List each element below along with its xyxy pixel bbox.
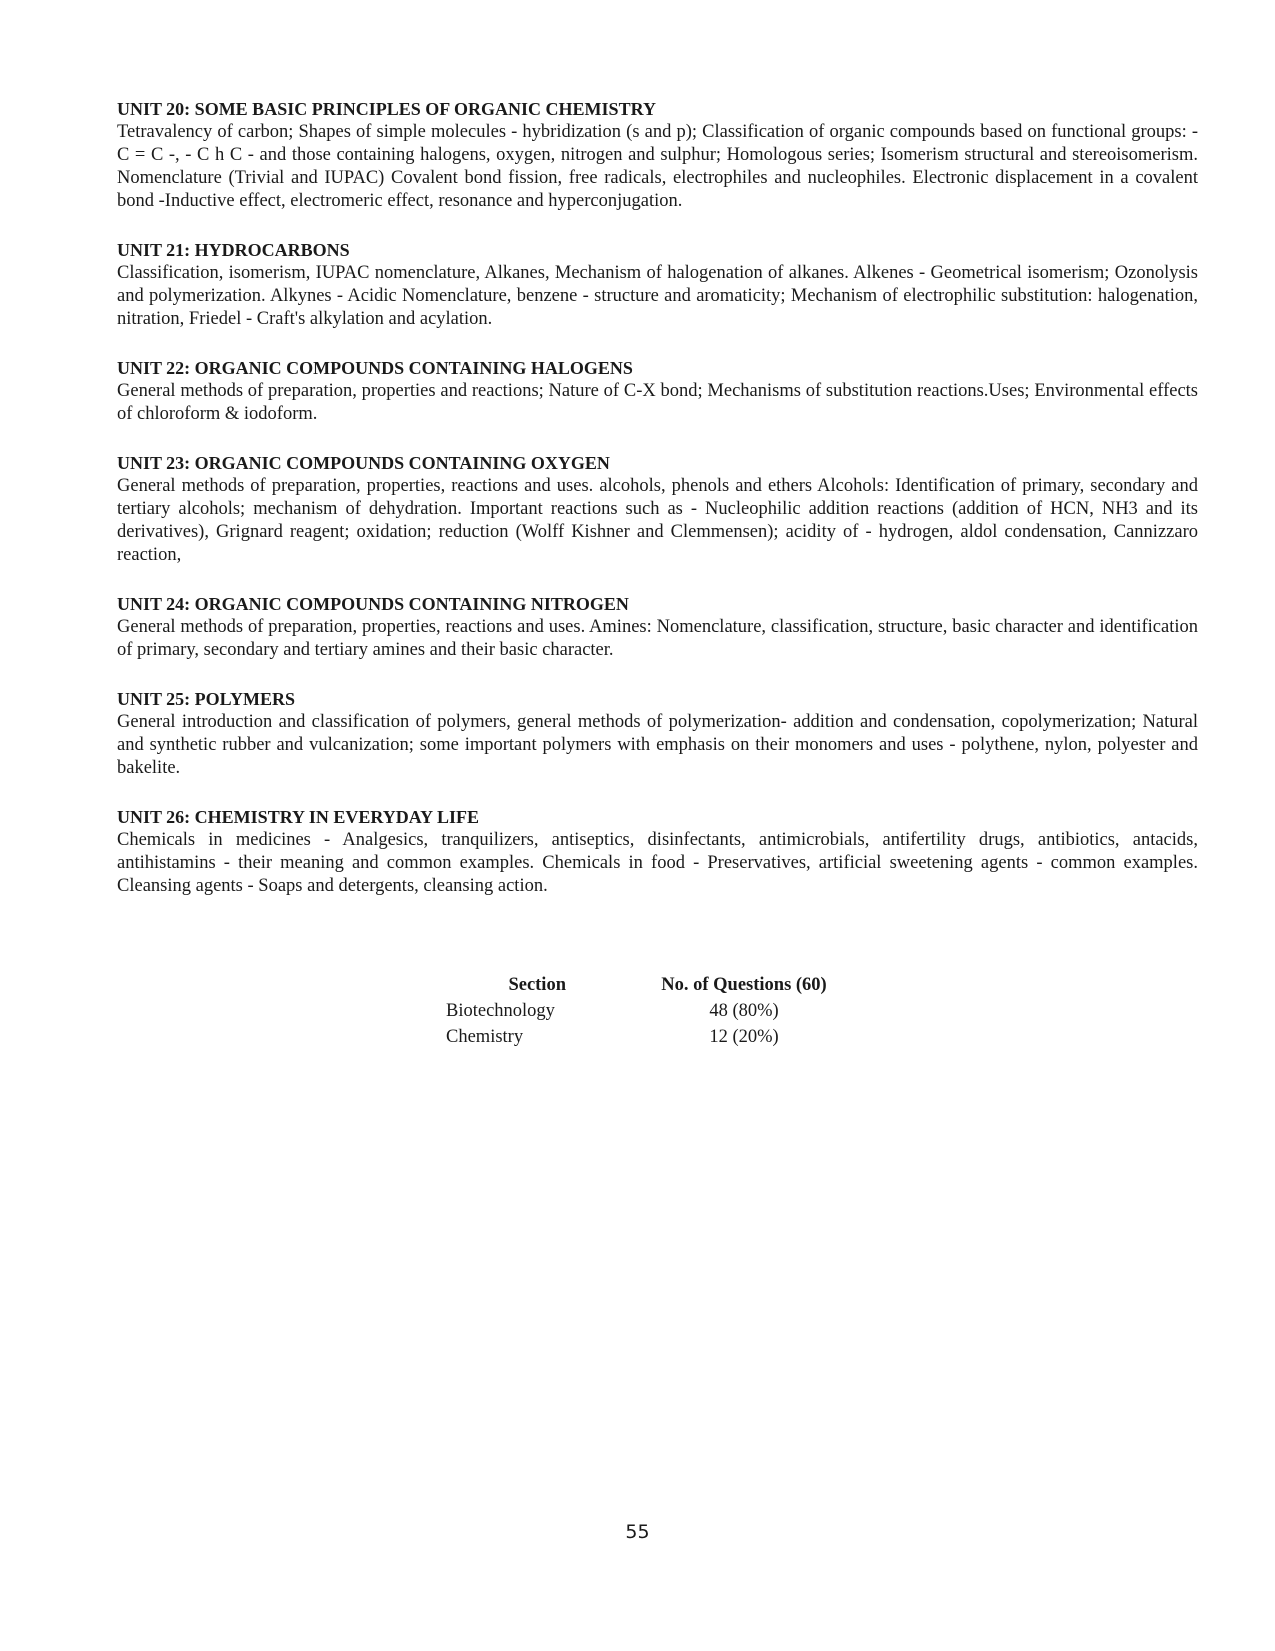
unit-20 [117,98,1198,213]
unit-23 [117,452,1198,567]
unit-title: UNIT 21: HYDROCARBONS [117,240,350,260]
unit-title: UNIT 20: SOME BASIC PRINCIPLES OF ORGANIC CHEMISTRY [117,99,656,119]
unit-body: General introduction and classification of polymers, general methods of polymerization- addition and condensation, copolymerization; Natural and synthetic rubber and vulcanization; some important polymers with emphasis on their monomers and uses - polythene, nylon, polyester and bakelite. [117,712,1198,778]
table-header-row [446,972,834,998]
unit-24 [117,593,1198,662]
section-cell: Chemistry [446,1027,524,1047]
unit-title: UNIT 23: ORGANIC COMPOUNDS CONTAINING OXYGEN [117,453,610,473]
unit-body: General methods of preparation, properties, reactions and uses. alcohols, phenols and ethers Alcohols: Identification of primary, secondary and tertiary alcohols; mechanism of dehydration. Important reactions such as - Nucleophilic addition reactions (addition of HCN, NH3 and its derivatives), Grignard reagent; oxidation; reduction (Wolff Kishner and Clemmensen); acidity of - hydrogen, aldol condensation, Cannizzaro reaction, [117,476,1198,565]
unit-title: UNIT 24: ORGANIC COMPOUNDS CONTAINING NITROGEN [117,594,629,614]
unit-22 [117,357,1198,426]
page-number: 55 [625,1521,650,1543]
unit-title: UNIT 26: CHEMISTRY IN EVERYDAY LIFE [117,807,479,827]
table-row [446,1024,834,1050]
unit-21 [117,239,1198,331]
unit-body: General methods of preparation, properties, reactions and uses. Amines: Nomenclature, classification, structure, basic character and identification of primary, secondary and tertiary amines and their basic character. [117,617,1198,660]
syllabus-content [117,98,1198,924]
questions-cell: 48 (80%) [709,1001,779,1021]
unit-title: UNIT 25: POLYMERS [117,689,296,709]
unit-body: Classification, isomerism, IUPAC nomenclature, Alkanes, Mechanism of halogenation of alkanes. Alkenes - Geometrical isomerism; Ozonolysis and polymerization. Alkynes - Acidic Nomenclature, benzene - structure and aromaticity; Mechanism of electrophilic substitution: halogenation, nitration, Friedel - Craft's alkylation and acylation. [117,263,1198,329]
unit-26 [117,806,1198,898]
unit-title: UNIT 22: ORGANIC COMPOUNDS CONTAINING HALOGENS [117,358,633,378]
column-header-questions: No. of Questions (60) [661,975,827,995]
section-cell: Biotechnology [446,1001,555,1021]
unit-body: General methods of preparation, properties and reactions; Nature of C-X bond; Mechanisms of substitution reactions.Uses; Environmental effects of chloroform & iodoform. [117,381,1198,424]
column-header-section: Section [508,975,566,995]
questions-cell: 12 (20%) [709,1027,779,1047]
unit-25 [117,688,1198,780]
table-row [446,998,834,1024]
unit-body: Tetravalency of carbon; Shapes of simple molecules - hybridization (s and p); Classification of organic compounds based on functional groups: - C = C -, - C h C - and those containing halogens, oxygen, nitrogen and sulphur; Homologous series; Isomerism structural and stereoisomerism. Nomenclature (Trivial and IUPAC) Covalent bond fission, free radicals, electrophiles and nucleophiles. Electronic displacement in a covalent bond -Inductive effect, electromeric effect, resonance and hyperconjugation. [117,122,1198,211]
question-distribution-table [446,972,834,1050]
unit-body: Chemicals in medicines - Analgesics, tranquilizers, antiseptics, disinfectants, antimicrobials, antifertility drugs, antibiotics, antacids, antihistamins - their meaning and common examples. Chemicals in food - Preservatives, artificial sweetening agents - common examples. Cleansing agents - Soaps and detergents, cleansing action. [117,830,1198,896]
